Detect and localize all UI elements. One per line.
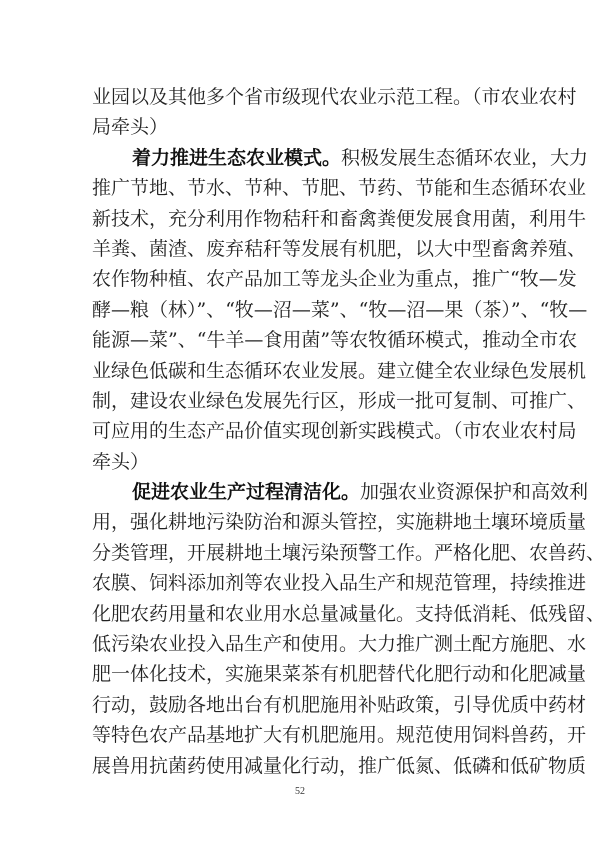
text-line [92, 599, 605, 629]
text-line [92, 173, 587, 203]
text-line [92, 447, 513, 477]
line-text: 牵头） [92, 450, 150, 473]
line-text: 用，强化耕地污染防治和源头管控，实施耕地土壤环境质量 [92, 511, 587, 534]
line-text: 肥一体化技术，实施果菜茶有机肥替代化肥行动和化肥减量 [92, 663, 587, 686]
text-line [92, 295, 588, 325]
page-number: 52 [295, 786, 305, 797]
text-line [92, 82, 577, 112]
line-text: 新技术，充分利用作物秸秆和畜禽粪便发展食用菌，利用牛 [92, 207, 587, 230]
text-line [92, 204, 587, 234]
line-text: 可应用的生态产品价值实现创新实践模式。（市农业农村局 [92, 420, 577, 443]
text-line [92, 112, 513, 142]
text-line [92, 751, 587, 781]
line-text: 等特色农产品基地扩大有机肥施用。规范使用饲料兽药，开 [92, 724, 587, 747]
line-text: 加强农业资源保护和高效利 [360, 481, 589, 504]
text-line [92, 234, 587, 264]
line-text: 能源—菜”、“牛羊—食用菌”等农牧循环模式，推动全市农 [92, 329, 578, 352]
text-line [92, 629, 587, 659]
text-line [92, 143, 589, 173]
line-text: 分类管理，开展耕地土壤污染预警工作。严格化肥、农兽药、 [92, 541, 605, 564]
text-line [92, 507, 587, 537]
text-line [92, 264, 577, 294]
line-text: 农作物种植、农产品加工等龙头企业为重点，推广“牧—发 [92, 268, 577, 291]
line-text: 行动，鼓励各地出台有机肥施用补贴政策，引导优质中药材 [92, 693, 587, 716]
line-text: 局牵头） [92, 116, 169, 139]
line-text: 制，建设农业绿色发展先行区，形成一批可复制、可推广、 [92, 389, 587, 412]
body-text [92, 82, 605, 781]
text-line [92, 690, 587, 720]
text-line [92, 386, 587, 416]
text-line [92, 720, 587, 750]
line-text: 羊粪、菌渣、废弃秸秆等发展有机肥，以大中型畜禽养殖、 [92, 237, 587, 260]
section-heading: 着力推进生态农业模式。 [132, 146, 342, 169]
text-line [92, 325, 578, 355]
line-text: 酵—粮（林）”、“牧—沼—菜”、“牧—沼—果（茶）”、“牧— [92, 298, 588, 321]
line-text: 低污染农业投入品生产和使用。大力推广测土配方施肥、水 [92, 633, 587, 656]
line-text: 推广节地、节水、节种、节肥、节药、节能和生态循环农业 [92, 177, 587, 200]
text-line [92, 477, 589, 507]
line-text: 业园以及其他多个省市级现代农业示范工程。（市农业农村 [92, 86, 577, 108]
line-text: 化肥农药用量和农业用水总量减量化。支持低消耗、低残留、 [92, 602, 605, 625]
line-text: 积极发展生态循环农业，大力 [341, 146, 589, 169]
line-text: 展兽用抗菌药使用减量化行动，推广低氮、低磷和低矿物质 [92, 754, 587, 777]
text-line [92, 659, 587, 689]
text-line [92, 568, 587, 598]
text-line [92, 416, 577, 446]
line-text: 业绿色低碳和生态循环农业发展。建立健全农业绿色发展机 [92, 359, 587, 382]
section-heading: 促进农业生产过程清洁化。 [132, 481, 361, 504]
text-line [92, 356, 587, 386]
line-text: 农膜、饲料添加剂等农业投入品生产和规范管理，持续推进 [92, 572, 587, 595]
text-line [92, 538, 605, 568]
